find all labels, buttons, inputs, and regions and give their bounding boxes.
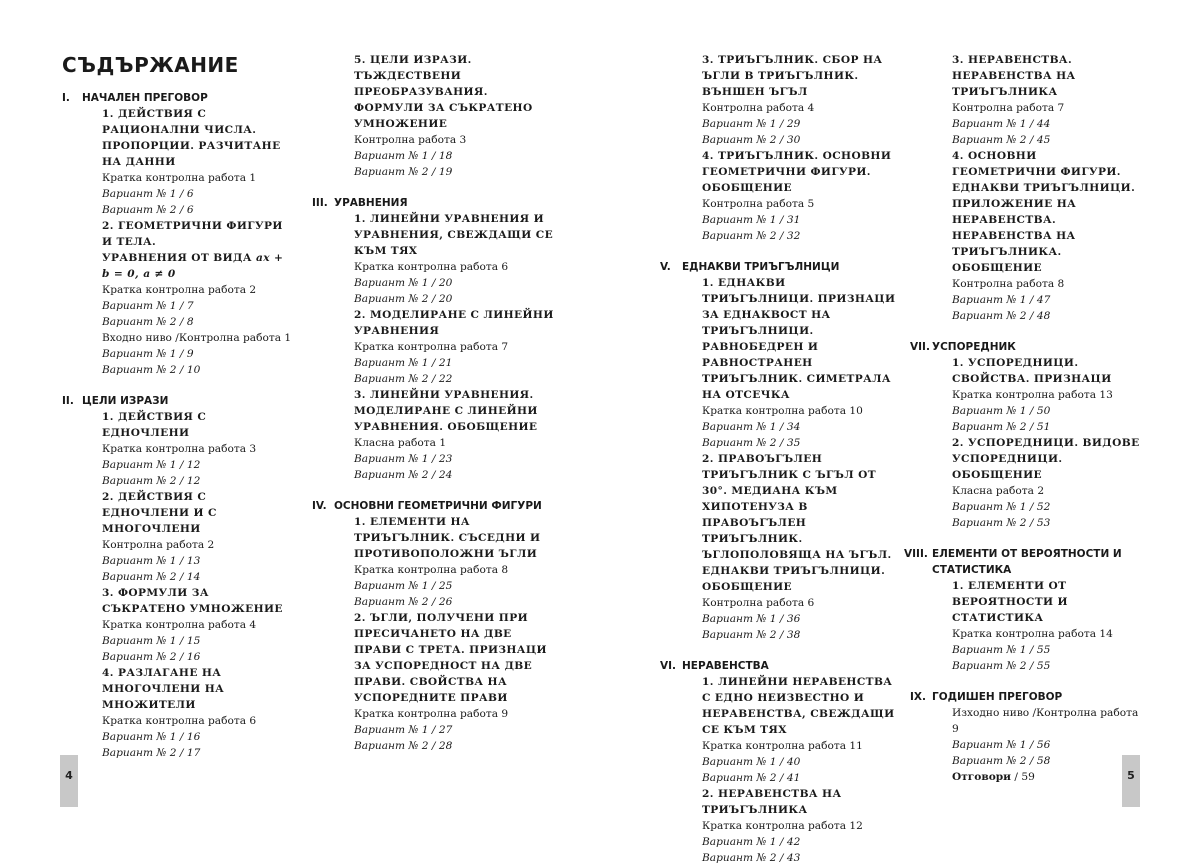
topic-entry	[932, 148, 1142, 324]
topic-title[interactable]: 2. УСПОРЕДНИЦИ. ВИДОВЕ УСПОРЕДНИЦИ. ОБОБЩЕНИЕ	[952, 437, 1140, 481]
variant-line[interactable]: Вариант № 1 / 21	[354, 357, 453, 369]
test-label: Класна работа 2	[952, 485, 1045, 497]
topic-title[interactable]: 5. ЦЕЛИ ИЗРАЗИ. ТЪЖДЕСТВЕНИ ПРЕОБРАЗУВАНИЯ. ФОРМУЛИ ЗА СЪКРАТЕНО УМНОЖЕНИЕ	[354, 54, 533, 130]
variant-line[interactable]: Вариант № 1 / 12	[102, 459, 201, 471]
variant-line[interactable]: Вариант № 1 / 56	[952, 739, 1051, 751]
variant-line[interactable]: Вариант № 2 / 19	[354, 166, 453, 178]
variant-line[interactable]: Вариант № 2 / 45	[952, 134, 1051, 146]
test-label: Кратка контролна работа 3	[102, 443, 257, 455]
variant-line[interactable]: Вариант № 2 / 53	[952, 517, 1051, 529]
topic-entry	[932, 435, 1142, 531]
variant-line[interactable]: Вариант № 2 / 6	[102, 204, 194, 216]
section-title: УРАВНЕНИЯ	[334, 197, 408, 209]
topic-entry	[82, 218, 294, 378]
section-title: НЕРАВЕНСТВА	[682, 660, 769, 672]
test-label: Кратка контролна работа 14	[952, 628, 1113, 640]
topic-title[interactable]: 3. ФОРМУЛИ ЗА СЪКРАТЕНО УМНОЖЕНИЕ	[102, 587, 283, 615]
toc-column-2	[312, 52, 560, 754]
variant-line[interactable]: Вариант № 2 / 16	[102, 651, 201, 663]
topic-entry	[932, 578, 1142, 674]
answers-page: / 59	[1011, 771, 1035, 783]
section-6	[660, 658, 900, 866]
test-label: Кратка контролна работа 4	[102, 619, 257, 631]
topic-title[interactable]: 1. УСПОРЕДНИЦИ. СВОЙСТВА. ПРИЗНАЦИ	[952, 357, 1112, 385]
topic-entry	[82, 585, 294, 665]
topic-entry	[82, 409, 294, 489]
topic-title[interactable]: 2. ДЕЙСТВИЯ С ЕДНОЧЛЕНИ И С МНОГОЧЛЕНИ	[102, 491, 217, 535]
variant-line[interactable]: Вариант № 2 / 38	[702, 629, 801, 641]
topic-entry	[334, 387, 560, 483]
variant-line[interactable]: Вариант № 2 / 22	[354, 373, 453, 385]
variant-line[interactable]: Вариант № 2 / 10	[102, 364, 201, 376]
toc-column-4	[904, 52, 1142, 785]
test-label: Контролна работа 7	[952, 102, 1065, 114]
section-3	[312, 195, 560, 483]
topic-title[interactable]: 3. НЕРАВЕНСТВА. НЕРАВЕНСТВА НА ТРИЪГЪЛНИКА	[952, 54, 1076, 98]
toc-column-3	[660, 52, 900, 866]
answers-entry[interactable]	[952, 769, 1142, 785]
section-number: IV.	[312, 500, 327, 512]
variant-line[interactable]: Вариант № 1 / 47	[952, 294, 1051, 306]
section-number: II.	[62, 395, 74, 407]
variant-line[interactable]: Вариант № 2 / 32	[702, 230, 801, 242]
topic-title[interactable]: 1. ДЕЙСТВИЯ С РАЦИОНАЛНИ ЧИСЛА. ПРОПОРЦИИ. РАЗЧИТАНЕ НА ДАННИ	[102, 108, 281, 168]
variant-line[interactable]: Вариант № 2 / 43	[702, 852, 801, 864]
variant-line[interactable]: Вариант № 2 / 48	[952, 310, 1051, 322]
topic-title[interactable]: 1. ЕДНАКВИ ТРИЪГЪЛНИЦИ. ПРИЗНАЦИ ЗА ЕДНАКВОСТ НА ТРИЪГЪЛНИЦИ. РАВНОБЕДРЕН И РАВНОСТРАНЕН ТРИЪГЪЛНИК. СИМЕТРАЛА НА ОТСЕЧКА	[702, 277, 896, 401]
section-number: VIII.	[904, 548, 928, 560]
topic-title[interactable]: 4. ТРИЪГЪЛНИК. ОСНОВНИ ГЕОМЕТРИЧНИ ФИГУРИ. ОБОБЩЕНИЕ	[702, 150, 892, 194]
variant-line[interactable]: Вариант № 1 / 25	[354, 580, 453, 592]
topic-title[interactable]: 4. РАЗЛАГАНЕ НА МНОГОЧЛЕНИ НА МНОЖИТЕЛИ	[102, 667, 225, 711]
variant-line[interactable]: Вариант № 1 / 13	[102, 555, 201, 567]
variant-line[interactable]: Вариант № 1 / 34	[702, 421, 801, 433]
toc-column-1	[62, 52, 294, 761]
topic-entry	[82, 489, 294, 585]
topic-entry	[334, 307, 560, 387]
topic-entry	[334, 211, 560, 307]
variant-line[interactable]: Вариант № 2 / 55	[952, 660, 1051, 672]
topic-entry	[682, 148, 900, 244]
left-page	[0, 0, 600, 807]
variant-line[interactable]: Вариант № 1 / 16	[102, 731, 201, 743]
topic-entry	[82, 665, 294, 761]
test-label: Кратка контролна работа 11	[702, 740, 863, 752]
page-number: 5	[1127, 769, 1135, 782]
section-4	[312, 498, 560, 754]
topic-entry	[682, 275, 900, 451]
section-title: УСПОРЕДНИК	[932, 341, 1016, 353]
variant-line[interactable]: Вариант № 2 / 14	[102, 571, 201, 583]
test-label: Класна работа 1	[354, 437, 447, 449]
variant-line[interactable]: Вариант № 1 / 27	[354, 724, 453, 736]
test-label: Контролна работа 5	[702, 198, 815, 210]
section-number: IX.	[910, 691, 926, 703]
topic-title[interactable]: 4. ОСНОВНИ ГЕОМЕТРИЧНИ ФИГУРИ. ЕДНАКВИ ТРИЪГЪЛНИЦИ. ПРИЛОЖЕНИЕ НА НЕРАВЕНСТВА. НЕРАВЕНСТВА НА ТРИЪГЪЛНИКА. ОБОБЩЕНИЕ	[952, 150, 1136, 274]
variant-line[interactable]: Вариант № 1 / 9	[102, 348, 194, 360]
variant-line[interactable]: Вариант № 2 / 41	[702, 772, 801, 784]
topic-title[interactable]: 1. ЛИНЕЙНИ УРАВНЕНИЯ И УРАВНЕНИЯ, СВЕЖДАЩИ СЕ КЪМ ТЯХ	[354, 213, 554, 257]
section-number: VI.	[660, 660, 677, 672]
test-label: Кратка контролна работа 12	[702, 820, 863, 832]
variant-line[interactable]: Вариант № 1 / 31	[702, 214, 801, 226]
variant-line[interactable]: Вариант № 2 / 30	[702, 134, 801, 146]
page-number-tab-left	[60, 755, 78, 807]
variant-line[interactable]: Вариант № 1 / 50	[952, 405, 1051, 417]
test-label: Кратка контролна работа 6	[102, 715, 257, 727]
section-number: VII.	[910, 341, 930, 353]
variant-line[interactable]: Вариант № 2 / 20	[354, 293, 453, 305]
test-label: Кратка контролна работа 7	[354, 341, 509, 353]
section-9	[910, 689, 1142, 785]
topic-entry	[932, 52, 1142, 148]
variant-line[interactable]: Вариант № 1 / 15	[102, 635, 201, 647]
section-title: ЕЛЕМЕНТИ ОТ ВЕРОЯТНОСТИ И СТАТИСТИКА	[932, 548, 1122, 576]
test-label: Контролна работа 6	[702, 597, 815, 609]
test-label: Кратка контролна работа 10	[702, 405, 863, 417]
variant-line[interactable]: Вариант № 1 / 36	[702, 613, 801, 625]
variant-line[interactable]: Вариант № 1 / 18	[354, 150, 453, 162]
test-label: Изходно ниво /Контролна работа 9	[952, 707, 1139, 735]
topic-entry	[682, 674, 900, 786]
topic-title[interactable]: 2. НЕРАВЕНСТВА НА ТРИЪГЪЛНИКА	[702, 788, 842, 816]
topic-entry	[334, 514, 560, 610]
page-title: СЪДЪРЖАНИЕ	[62, 53, 239, 77]
section-title: НАЧАЛЕН ПРЕГОВОР	[82, 92, 208, 104]
topic-title[interactable]: 2. ПРАВОЪГЪЛЕН ТРИЪГЪЛНИК С ЪГЪЛ ОТ 30°. МЕДИАНА КЪМ ХИПОТЕНУЗА В ПРАВОЪГЪЛЕН ТРИЪГЪЛНИК. ЪГЛОПОЛОВЯЩА НА ЪГЪЛ. ЕДНАКВИ ТРИЪГЪЛНИЦИ. ОБОБЩЕНИЕ	[702, 453, 892, 593]
section-2-continued	[312, 52, 560, 180]
test-label: Кратка контролна работа 9	[354, 708, 509, 720]
topic-title[interactable]: 1. ДЕЙСТВИЯ С ЕДНОЧЛЕНИ	[102, 411, 207, 439]
topic-title-continued	[102, 250, 294, 282]
page-number: 4	[65, 769, 73, 782]
section-5	[660, 259, 900, 643]
section-2	[62, 393, 294, 761]
test-label: Кратка контролна работа 1	[102, 172, 257, 184]
variant-line[interactable]: Вариант № 2 / 51	[952, 421, 1051, 433]
topic-entry	[82, 106, 294, 218]
section-7	[910, 339, 1142, 531]
topic-title[interactable]: 1. ЕЛЕМЕНТИ ОТ ВЕРОЯТНОСТИ И СТАТИСТИКА	[952, 580, 1068, 624]
section-number: III.	[312, 197, 328, 209]
variant-line[interactable]: Вариант № 1 / 40	[702, 756, 801, 768]
equation-formula: ax + b = 0, a ≠ 0	[102, 252, 284, 280]
test-label: Контролна работа 3	[354, 134, 467, 146]
variant-line[interactable]: Вариант № 2 / 28	[354, 740, 453, 752]
section-6-continued	[910, 52, 1142, 324]
topic-title[interactable]: 2. ЪГЛИ, ПОЛУЧЕНИ ПРИ ПРЕСИЧАНЕТО НА ДВЕ ПРАВИ С ТРЕТА. ПРИЗНАЦИ ЗА УСПОРЕДНОСТ НА ДВЕ ПРАВИ. СВОЙСТВА НА УСПОРЕДНИТЕ ПРАВИ	[354, 612, 547, 704]
section-title: ЕДНАКВИ ТРИЪГЪЛНИЦИ	[682, 261, 840, 273]
variant-line[interactable]: Вариант № 2 / 17	[102, 747, 201, 759]
section-title: ЦЕЛИ ИЗРАЗИ	[82, 395, 169, 407]
variant-line[interactable]: Вариант № 1 / 20	[354, 277, 453, 289]
variant-line[interactable]: Вариант № 1 / 42	[702, 836, 801, 848]
section-4-continued	[660, 52, 900, 244]
test-label: Входно ниво /Контролна работа 1	[102, 332, 292, 344]
topic-entry	[932, 705, 1142, 785]
test-label: Кратка контролна работа 13	[952, 389, 1113, 401]
topic-entry	[682, 52, 900, 148]
topic-title[interactable]: 3. ЛИНЕЙНИ УРАВНЕНИЯ. МОДЕЛИРАНЕ С ЛИНЕЙНИ УРАВНЕНИЯ. ОБОБЩЕНИЕ	[354, 389, 538, 433]
variant-line[interactable]: Вариант № 1 / 29	[702, 118, 801, 130]
topic-entry	[682, 786, 900, 866]
topic-entry	[682, 451, 900, 643]
test-label: Контролна работа 8	[952, 278, 1065, 290]
variant-line[interactable]: Вариант № 1 / 23	[354, 453, 453, 465]
variant-line[interactable]: Вариант № 2 / 8	[102, 316, 194, 328]
topic-cont-text: УРАВНЕНИЯ ОТ ВИДА	[102, 252, 256, 264]
variant-line[interactable]: Вариант № 1 / 6	[102, 188, 194, 200]
test-label: Кратка контролна работа 8	[354, 564, 509, 576]
topic-title[interactable]: 1. ЛИНЕЙНИ НЕРАВЕНСТВА С ЕДНО НЕИЗВЕСТНО И НЕРАВЕНСТВА, СВЕЖДАЩИ СЕ КЪМ ТЯХ	[702, 676, 895, 736]
topic-title[interactable]: 3. ТРИЪГЪЛНИК. СБОР НА ЪГЛИ В ТРИЪГЪЛНИК. ВЪНШЕН ЪГЪЛ	[702, 54, 883, 98]
variant-line[interactable]: Вариант № 2 / 26	[354, 596, 453, 608]
topic-entry	[932, 355, 1142, 435]
variant-line[interactable]: Вариант № 1 / 44	[952, 118, 1051, 130]
topic-title[interactable]: 1. ЕЛЕМЕНТИ НА ТРИЪГЪЛНИК. СЪСЕДНИ И ПРОТИВОПОЛОЖНИ ЪГЛИ	[354, 516, 541, 560]
topic-entry	[334, 610, 560, 754]
section-title: ГОДИШЕН ПРЕГОВОР	[932, 691, 1063, 703]
answers-label: Отговори	[952, 771, 1012, 783]
variant-line[interactable]: Вариант № 1 / 7	[102, 300, 194, 312]
variant-line[interactable]: Вариант № 2 / 24	[354, 469, 453, 481]
test-label: Кратка контролна работа 2	[102, 284, 257, 296]
section-number: V.	[660, 261, 671, 273]
section-title: ОСНОВНИ ГЕОМЕТРИЧНИ ФИГУРИ	[334, 500, 542, 512]
variant-line[interactable]: Вариант № 2 / 58	[952, 755, 1051, 767]
topic-title[interactable]: 2. ГЕОМЕТРИЧНИ ФИГУРИ И ТЕЛА.	[102, 220, 283, 248]
test-label: Кратка контролна работа 6	[354, 261, 509, 273]
variant-line[interactable]: Вариант № 2 / 12	[102, 475, 201, 487]
variant-line[interactable]: Вариант № 2 / 35	[702, 437, 801, 449]
variant-line[interactable]: Вариант № 1 / 55	[952, 644, 1051, 656]
section-number: I.	[62, 92, 70, 104]
variant-line[interactable]: Вариант № 1 / 52	[952, 501, 1051, 513]
page-number-tab-right	[1122, 755, 1140, 807]
topic-title[interactable]: 2. МОДЕЛИРАНЕ С ЛИНЕЙНИ УРАВНЕНИЯ	[354, 309, 554, 337]
section-1	[62, 90, 294, 378]
section-8	[904, 546, 1142, 674]
test-label: Контролна работа 4	[702, 102, 815, 114]
topic-entry	[334, 52, 560, 180]
test-label: Контролна работа 2	[102, 539, 215, 551]
